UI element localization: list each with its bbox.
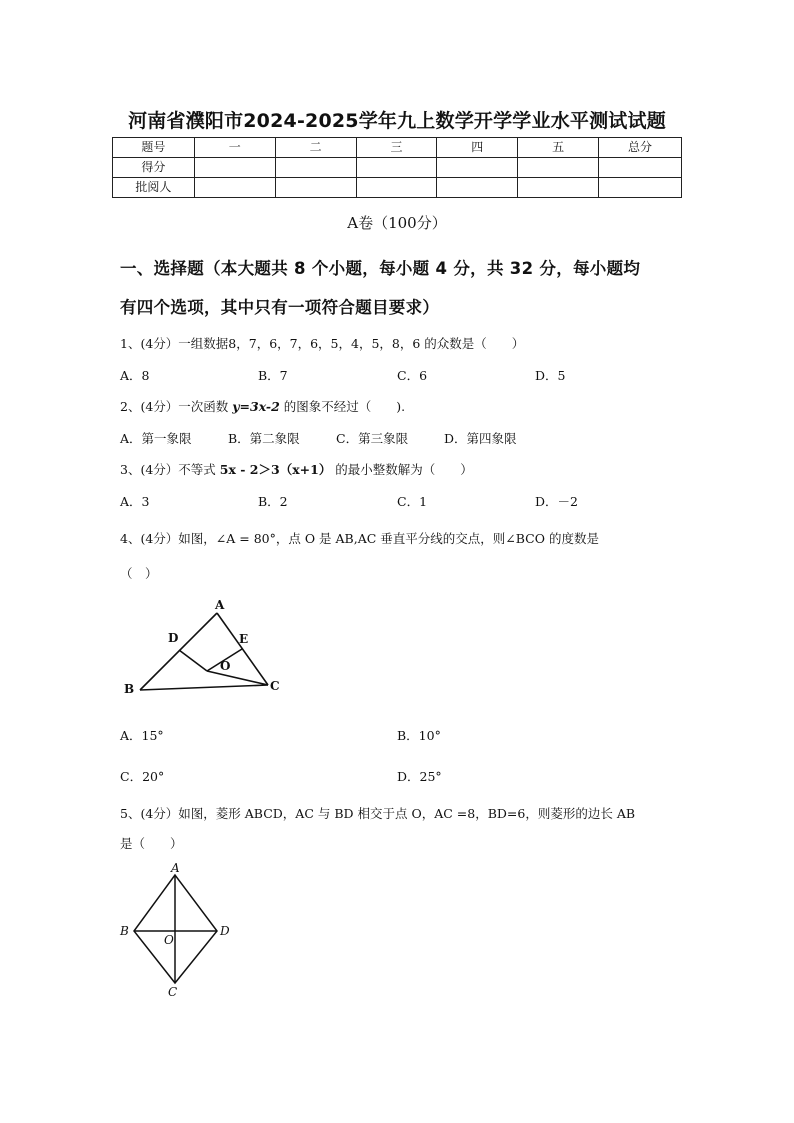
score-cell[interactable]: [437, 158, 518, 178]
reviewer-cell[interactable]: [356, 178, 437, 198]
reviewer-cell[interactable]: [599, 178, 682, 198]
label-o: O: [220, 659, 231, 673]
score-cell[interactable]: [194, 158, 275, 178]
q4-option-b[interactable]: B．10°: [397, 728, 441, 743]
question-4-text-line1: 4、(4分）如图，∠A = 80°，点 O 是 AB,AC 垂直平分线的交点，则∠BCO 的度数是: [120, 531, 599, 546]
header-cell: 二: [275, 138, 356, 158]
q2-option-d[interactable]: D．第四象限: [444, 431, 517, 446]
question-5-text-line2: 是（ ）: [120, 836, 183, 851]
q1-option-d[interactable]: D．5: [535, 368, 566, 383]
header-cell: 一: [194, 138, 275, 158]
part1-heading-line2: 有四个选项，其中只有一项符合题目要求）: [120, 298, 440, 317]
score-table-header-row: [113, 138, 682, 158]
label-c: C: [270, 679, 280, 693]
question-5-text-line1: 5、(4分）如图，菱形 ABCD，AC 与 BD 相交于点 O，AC =8，BD=6，则菱形的边长 AB: [120, 806, 636, 821]
label-b: B: [124, 682, 135, 696]
reviewer-cell[interactable]: [518, 178, 599, 198]
q2-option-b[interactable]: B．第二象限: [228, 431, 300, 446]
label-a: A: [171, 862, 180, 875]
label-d: D: [220, 924, 230, 938]
q2-prefix: 2、(4分）一次函数: [120, 399, 233, 414]
q3-option-b[interactable]: B．2: [258, 494, 288, 509]
q4-option-a[interactable]: A．15°: [120, 728, 164, 743]
segment-ba: [140, 613, 217, 690]
segment-bc: [140, 685, 268, 690]
page-title: 河南省濮阳市2024-2025学年九上数学开学学业水平测试试题: [128, 110, 666, 132]
header-cell: 五: [518, 138, 599, 158]
q3-option-d[interactable]: D．－2: [535, 494, 578, 509]
reviewer-row: [113, 178, 682, 198]
score-cell[interactable]: [599, 158, 682, 178]
q4-option-d[interactable]: D．25°: [397, 769, 442, 784]
q3-option-a[interactable]: A．3: [120, 494, 150, 509]
label-b: B: [120, 924, 129, 938]
header-cell: 题号: [113, 138, 195, 158]
label-o: O: [164, 933, 174, 947]
q3-formula: 5x - 2＞3（x+1）: [219, 462, 332, 477]
header-cell: 四: [437, 138, 518, 158]
segment-do: [179, 650, 207, 671]
label-c: C: [168, 985, 178, 999]
q3-suffix: 的最小整数解为（ ）: [331, 462, 473, 477]
question-1-text: 1、(4分）一组数据8，7，6，7，6，5，4，5，8，6 的众数是（ ）: [120, 336, 525, 351]
header-cell: 总分: [599, 138, 682, 158]
header-cell: 三: [356, 138, 437, 158]
q1-option-c[interactable]: C．6: [397, 368, 428, 383]
label-e: E: [239, 632, 249, 646]
row-label: 得分: [113, 158, 195, 178]
question-2-text: [120, 397, 405, 415]
q1-option-b[interactable]: B．7: [258, 368, 288, 383]
reviewer-cell[interactable]: [437, 178, 518, 198]
label-d: D: [168, 631, 179, 645]
label-a: A: [215, 598, 225, 612]
segment-ac: [217, 613, 268, 685]
q2-option-a[interactable]: A．第一象限: [120, 431, 192, 446]
score-cell[interactable]: [518, 158, 599, 178]
q2-suffix: 的图象不经过（ ).: [279, 399, 406, 414]
score-cell[interactable]: [275, 158, 356, 178]
reviewer-cell[interactable]: [275, 178, 356, 198]
score-cell[interactable]: [356, 158, 437, 178]
q3-option-c[interactable]: C．1: [397, 494, 428, 509]
q1-option-a[interactable]: A．8: [120, 368, 150, 383]
q3-prefix: 3、(4分）不等式: [120, 462, 220, 477]
q2-option-c[interactable]: C．第三象限: [336, 431, 409, 446]
question-4-text-line2: （ ）: [120, 566, 158, 581]
q5-rhombus-figure: [116, 862, 246, 1000]
question-3-text: [120, 460, 473, 478]
row-label: 批阅人: [113, 178, 195, 198]
section-a-title: A卷（100分）: [347, 214, 447, 232]
q4-triangle-figure: [118, 595, 298, 700]
score-table: [112, 137, 682, 198]
q2-formula: y=3x-2: [232, 399, 280, 414]
q4-option-c[interactable]: C．20°: [120, 769, 165, 784]
part1-heading-line1: 一、选择题（本大题共 8 个小题，每小题 4 分，共 32 分，每小题均: [120, 259, 641, 278]
score-row: [113, 158, 682, 178]
reviewer-cell[interactable]: [194, 178, 275, 198]
